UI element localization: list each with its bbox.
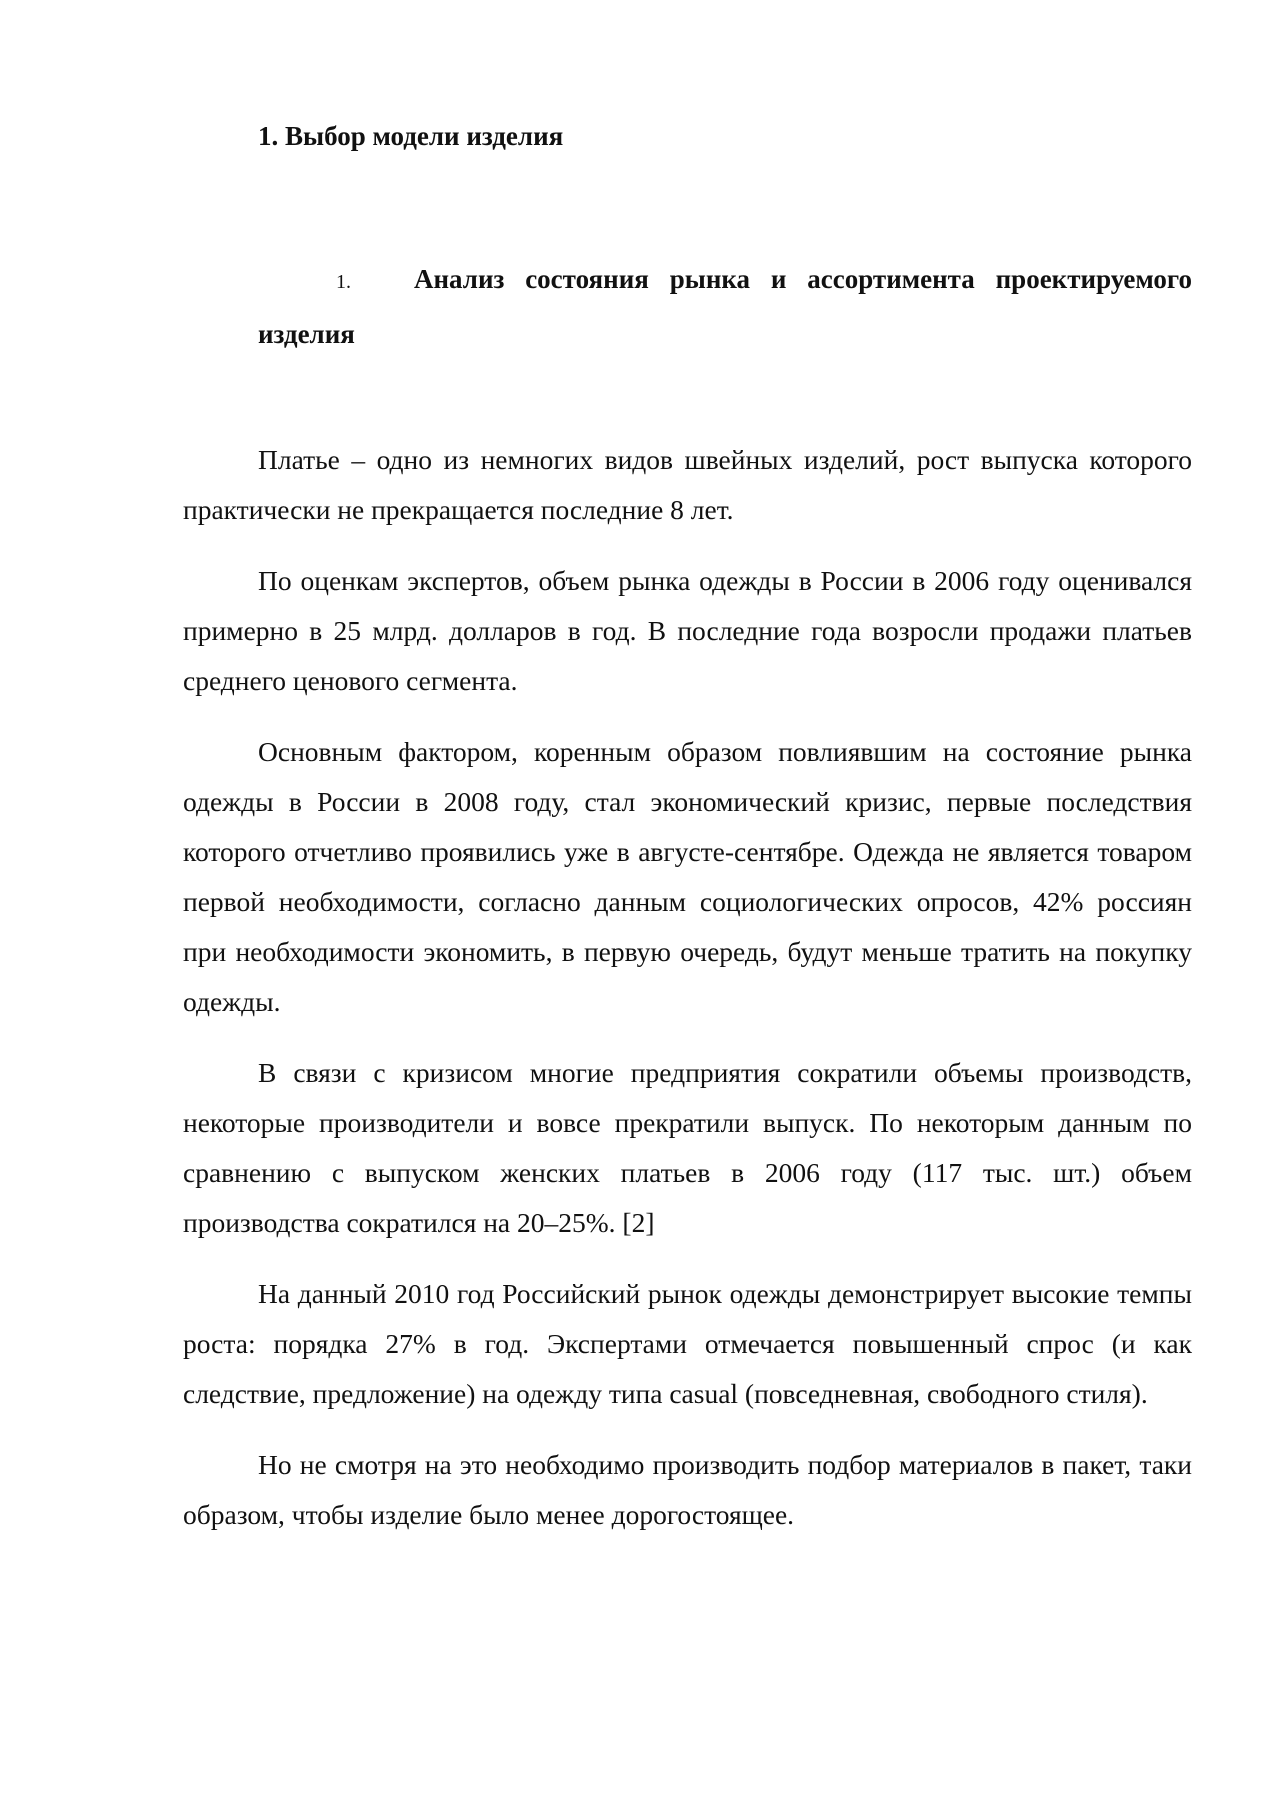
subsection-title: Анализ состояния рынка и ассортимента проектируемого изделия: [258, 264, 1192, 349]
paragraph: В связи с кризисом многие предприятия сократили объемы производств, некоторые производители и вовсе прекратили выпуск. По некоторым данным по сравнению с выпуском женских платьев в 2006 году (117 тыс. шт.) объем производства сократился на 20–25%. [2]: [183, 1057, 1192, 1238]
subsection-number: 1.: [336, 271, 351, 293]
section-heading: 1. Выбор модели изделия: [258, 121, 564, 151]
body-text: [183, 435, 1192, 1561]
subsection-heading: [258, 253, 1192, 360]
paragraph: Платье – одно из немногих видов швейных изделий, рост выпуска которого практически не прекращается последние 8 лет.: [183, 444, 1192, 525]
paragraph: Основным фактором, коренным образом повлиявшим на состояние рынка одежды в России в 2008 году, стал экономический кризис, первые последствия которого отчетливо проявились уже в августе-сентябре. Одежда не является товаром первой необходимости, согласно данным социологических опросов, 42% россиян при необходимости экономить, в первую очередь, будут меньше тратить на покупку одежды.: [183, 736, 1192, 1017]
paragraph: На данный 2010 год Российский рынок одежды демонстрирует высокие темпы роста: порядка 27% в год. Экспертами отмечается повышенный спрос (и как следствие, предложение) на одежду типа casual (повседневная, свободного стиля).: [183, 1278, 1192, 1409]
paragraph: Но не смотря на это необходимо производить подбор материалов в пакет, таки образом, чтобы изделие было менее дорогостоящее.: [183, 1449, 1192, 1530]
paragraph: По оценкам экспертов, объем рынка одежды в России в 2006 году оценивался примерно в 25 млрд. долларов в год. В последние года возросли продажи платьев среднего ценового сегмента.: [183, 565, 1192, 696]
